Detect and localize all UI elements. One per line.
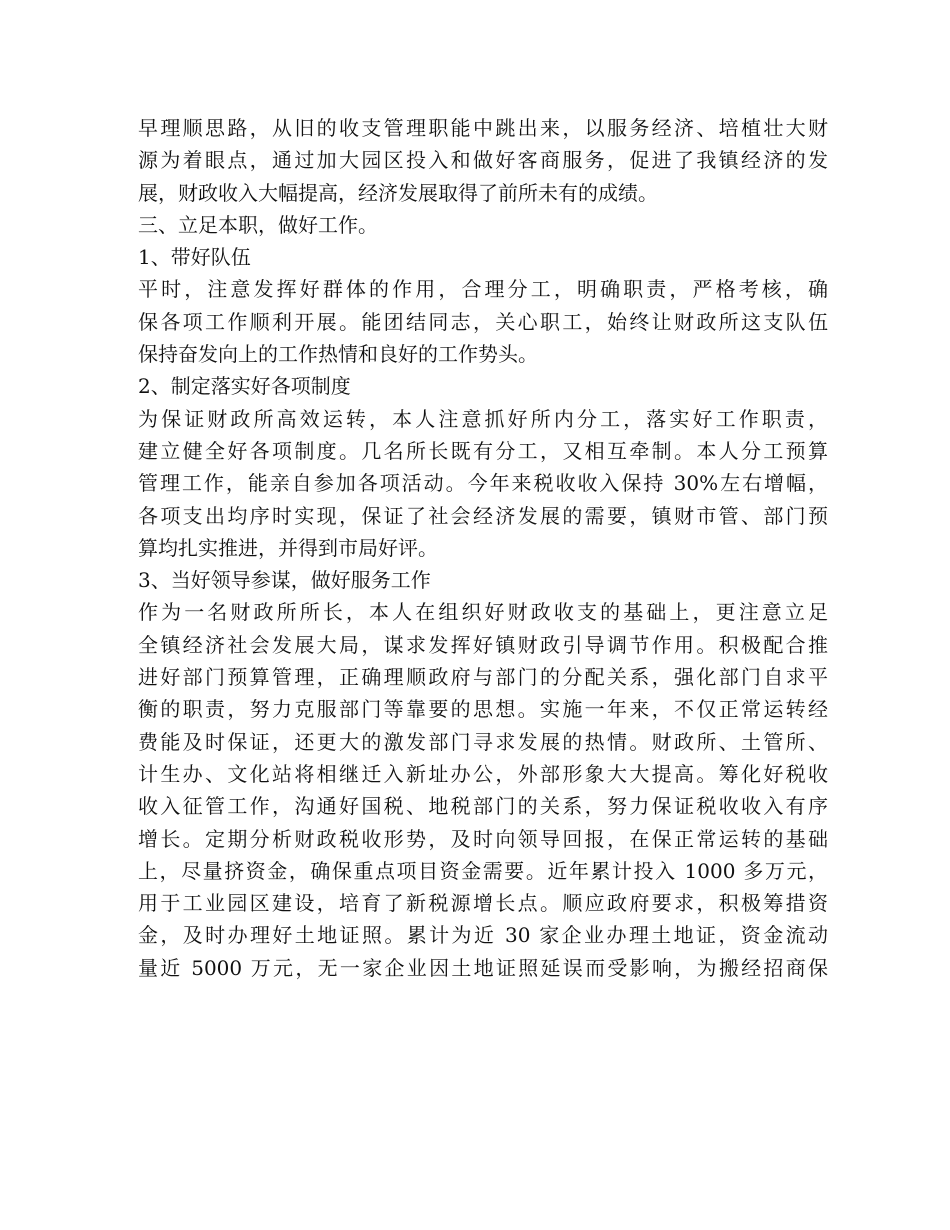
text-line: 平时，注意发挥好群体的作用，合理分工，明确职责，严格考核，确 xyxy=(138,277,828,302)
text-line: 收入征管工作，沟通好国税、地税部门的关系，努力保证税收收入有序 xyxy=(138,794,828,819)
text-line: 上，尽量挤资金，确保重点项目资金需要。近年累计投入 1000 多万元， xyxy=(138,858,828,883)
text-line: 管理工作，能亲自参加各项活动。今年来税收收入保持 30%左右增幅， xyxy=(138,471,828,496)
text-line: 1、带好队伍 xyxy=(138,245,251,270)
text-line: 全镇经济社会发展大局，谋求发挥好镇财政引导调节作用。积极配合推 xyxy=(138,632,828,657)
text-line: 用于工业园区建设，培育了新税源增长点。顺应政府要求，积极筹措资 xyxy=(138,891,828,916)
text-line: 建立健全好各项制度。几名所长既有分工，又相互牵制。本人分工预算 xyxy=(138,438,828,463)
text-line: 展，财政收入大幅提高，经济发展取得了前所未有的成绩。 xyxy=(138,180,658,205)
text-line: 源为着眼点，通过加大园区投入和做好客商服务，促进了我镇经济的发 xyxy=(138,148,828,173)
text-line: 保持奋发向上的工作热情和良好的工作势头。 xyxy=(138,342,538,367)
text-line: 进好部门预算管理，正确理顺政府与部门的分配关系，强化部门自求平 xyxy=(138,665,828,690)
text-line: 作为一名财政所所长，本人在组织好财政收支的基础上，更注意立足 xyxy=(138,600,828,625)
text-line: 为保证财政所高效运转，本人注意抓好所内分工，落实好工作职责， xyxy=(138,406,828,431)
text-line: 费能及时保证，还更大的激发部门寻求发展的热情。财政所、土管所、 xyxy=(138,729,828,754)
text-line: 量近 5000 万元，无一家企业因土地证照延误而受影响，为搬经招商保 xyxy=(138,955,828,980)
text-line: 早理顺思路，从旧的收支管理职能中跳出来，以服务经济、培植壮大财 xyxy=(138,116,828,140)
text-line: 3、当好领导参谋，做好服务工作 xyxy=(138,568,431,593)
text-line: 算均扎实推进，并得到市局好评。 xyxy=(138,535,438,560)
text-line: 计生办、文化站将相继迁入新址办公，外部形象大大提高。筹化好税收 xyxy=(138,761,828,786)
text-line: 2、制定落实好各项制度 xyxy=(138,374,351,399)
text-line: 衡的职责，努力克服部门等靠要的思想。实施一年来，不仅正常运转经 xyxy=(138,697,828,722)
text-line: 金，及时办理好土地证照。累计为近 30 家企业办理土地证，资金流动 xyxy=(138,923,828,948)
body-text xyxy=(138,112,828,984)
text-line: 各项支出均序时实现，保证了社会经济发展的需要，镇财市管、部门预 xyxy=(138,503,828,528)
text-line: 三、立足本职，做好工作。 xyxy=(138,212,378,237)
text-line: 增长。定期分析财政税收形势，及时向领导回报，在保正常运转的基础 xyxy=(138,826,828,851)
text-line: 保各项工作顺利开展。能团结同志，关心职工，始终让财政所这支队伍 xyxy=(138,309,828,334)
